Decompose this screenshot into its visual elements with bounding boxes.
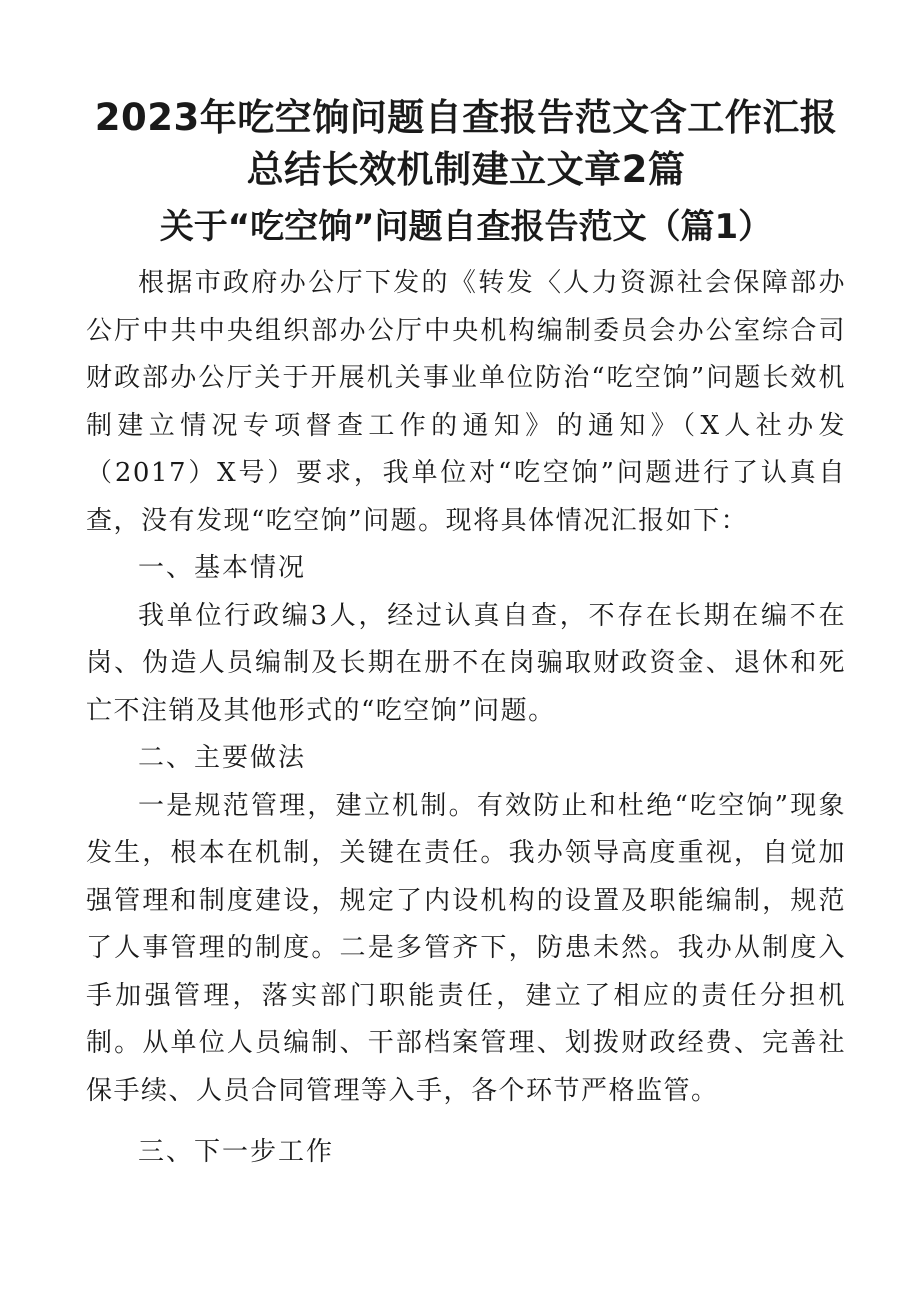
section-heading-practice: 二、主要做法 — [138, 743, 307, 773]
section-heading-basic: 一、基本情况 — [138, 553, 307, 583]
document-title: 2023年吃空饷问题自查报告范文含工作汇报总结长效机制建立文章2篇 — [94, 96, 838, 191]
section-heading-next-steps: 三、下一步工作 — [138, 1137, 335, 1167]
section-body-basic: 我单位行政编3人，经过认真自查，不存在长期在编不在岗、伪造人员编制及长期在册不在岗骗取财政资金、退休和死亡不注销及其他形式的“吃空饷”问题。 — [86, 600, 846, 726]
intro-paragraph: 根据市政府办公厅下发的《转发〈人力资源社会保障部办公厅中共中央组织部办公厅中央机构编制委员会办公室综合司财政部办公厅关于开展机关事业单位防治“吃空饷”问题长效机制建立情况专项督查工作的通知》的通知》（X人社办发（2017）X号）要求，我单位对“吃空饷”问题进行了认真自查，没有发现“吃空饷”问题。现将具体情况汇报如下： — [86, 268, 846, 536]
section-body-practice: 一是规范管理，建立机制。有效防止和杜绝“吃空饷”现象发生，根本在机制，关键在责任。我办领导高度重视，自觉加强管理和制度建设，规定了内设机构的设置及职能编制，规范了人事管理的制度。二是多管齐下，防患未然。我办从制度入手加强管理，落实部门职能责任，建立了相应的责任分担机制。从单位人员编制、干部档案管理、划拨财政经费、完善社保手续、人员合同管理等入手，各个环节严格监管。 — [86, 790, 846, 1106]
document-subtitle: 关于“吃空饷”问题自查报告范文（篇1） — [159, 207, 773, 247]
